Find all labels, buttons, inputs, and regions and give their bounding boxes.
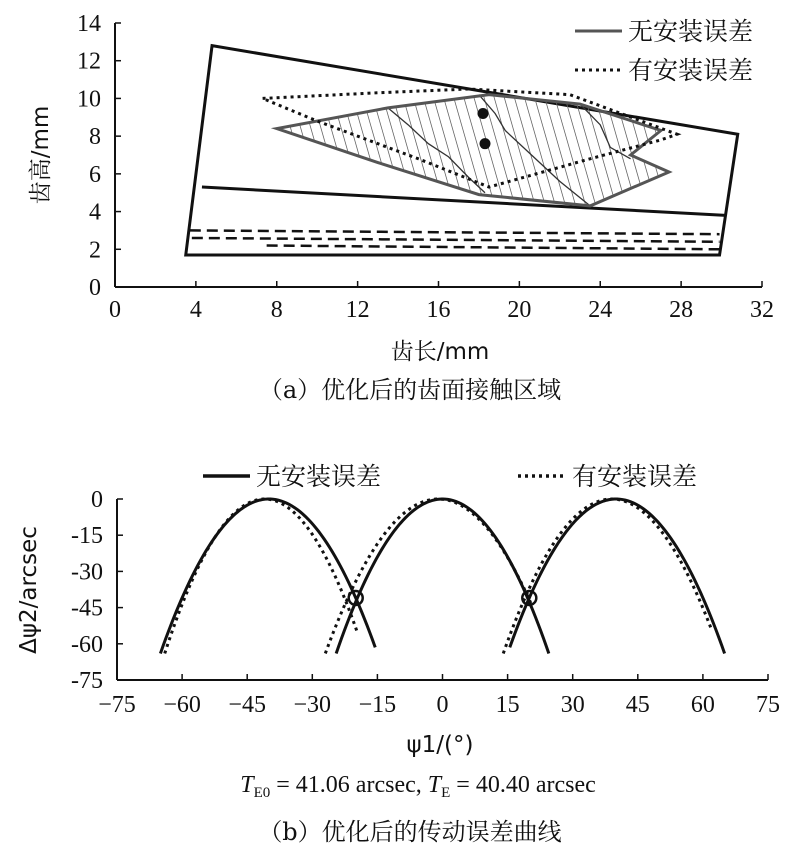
b-x-tick-label: 75: [756, 692, 780, 718]
a-hatch-line: [267, 80, 307, 221]
b-y-tick-label: -75: [71, 668, 103, 694]
b-legend-label-no-error: 无安装误差: [256, 462, 382, 491]
b-x-tick-label: −30: [293, 692, 332, 718]
a-hatch-line: [661, 80, 701, 221]
a-hatch-line: [257, 80, 297, 221]
a-hatch-line: [681, 80, 721, 221]
b-x-tick-label: 45: [625, 692, 650, 718]
a-legend-label-with-error: 有安装误差: [628, 56, 754, 85]
contact-pattern-chart: [28, 11, 774, 404]
a-hatch-line: [236, 80, 276, 221]
a-hatch-line: [620, 80, 660, 221]
a-y-tick-label: 2: [89, 237, 101, 264]
a-hatch-line: [348, 80, 388, 221]
a-hatch-line: [711, 80, 751, 221]
a-y-tick-label: 14: [77, 11, 101, 37]
a-hatch-line: [327, 80, 367, 221]
a-legend-label-no-error: 无安装误差: [628, 17, 754, 46]
a-x-axis-label: 齿长/mm: [390, 339, 490, 365]
a-hatch-line: [469, 80, 509, 221]
a-hatch-line: [287, 80, 327, 221]
a-y-tick-label: 12: [77, 48, 101, 75]
te-note: [240, 772, 596, 801]
te-note-t0: T: [240, 772, 254, 798]
a-contact-hatching: [236, 80, 762, 221]
b-series-with-error-line: [503, 499, 711, 653]
a-caption: （a）优化后的齿面接触区域: [258, 376, 562, 404]
a-x-tick-label: 12: [345, 297, 370, 323]
a-contact-area-with-error: [263, 89, 677, 187]
b-y-tick-label: -15: [71, 523, 103, 550]
b-y-axis-label: Δψ2/arcsec: [16, 526, 42, 654]
a-hatch-line: [560, 80, 600, 221]
a-x-tick-label: 4: [189, 297, 202, 323]
te-note-eq1: = 41.06 arcsec,: [270, 772, 428, 798]
a-root-dashed-line: [190, 230, 720, 234]
te-note-t: T: [427, 772, 442, 798]
b-x-tick-label: −45: [228, 692, 266, 718]
b-x-tick-label: 15: [495, 692, 520, 718]
b-y-tick-label: -30: [71, 559, 103, 586]
te-note-sub-e: E: [441, 785, 451, 801]
a-hatch-line: [671, 80, 711, 221]
a-x-tick-label: 0: [109, 297, 121, 323]
a-x-tick-label: 16: [426, 297, 451, 323]
b-caption: （b）优化后的传动误差曲线: [258, 818, 562, 846]
b-x-tick-label: −75: [98, 692, 136, 718]
b-x-axis-label: ψ1/(°): [406, 732, 474, 758]
b-x-tick-label: 30: [560, 692, 585, 718]
a-contact-point: [480, 138, 491, 149]
a-hatch-line: [691, 80, 731, 221]
a-y-tick-label: 8: [89, 124, 101, 151]
b-x-tick-label: −15: [358, 692, 397, 718]
a-hatch-line: [297, 80, 337, 221]
a-hatch-line: [641, 80, 681, 221]
a-root-dashed-line: [267, 246, 720, 250]
b-x-tick-label: −60: [163, 692, 201, 718]
a-hatch-line: [277, 80, 317, 221]
te-note-sub-e0: E0: [253, 785, 271, 801]
b-x-tick-label: 60: [690, 692, 715, 718]
b-y-tick-label: -45: [71, 595, 103, 622]
b-y-tick-label: 0: [91, 487, 103, 513]
a-y-tick-label: 0: [89, 275, 101, 301]
a-x-tick-label: 28: [669, 297, 694, 323]
b-legend-label-with-error: 有安装误差: [572, 462, 698, 491]
a-y-tick-label: 6: [89, 161, 101, 188]
a-x-tick-label: 24: [588, 297, 613, 323]
b-x-tick-label: 0: [436, 692, 449, 718]
a-hatch-line: [368, 80, 408, 221]
a-y-tick-label: 10: [77, 86, 101, 113]
a-contact-point: [477, 108, 488, 119]
a-x-tick-label: 8: [270, 297, 283, 323]
te-note-eq2: = 40.40 arcsec: [450, 772, 596, 798]
a-root-dashed-line: [192, 238, 720, 242]
b-y-tick-label: -60: [71, 631, 103, 658]
a-y-tick-label: 4: [89, 199, 101, 226]
transmission-error-chart: [16, 462, 780, 846]
a-x-tick-label: 32: [750, 297, 774, 323]
a-hatch-line: [651, 80, 691, 221]
a-contact-path-line: [479, 95, 590, 206]
a-y-axis-label: 齿高/mm: [28, 105, 54, 205]
a-x-tick-label: 20: [507, 297, 532, 323]
